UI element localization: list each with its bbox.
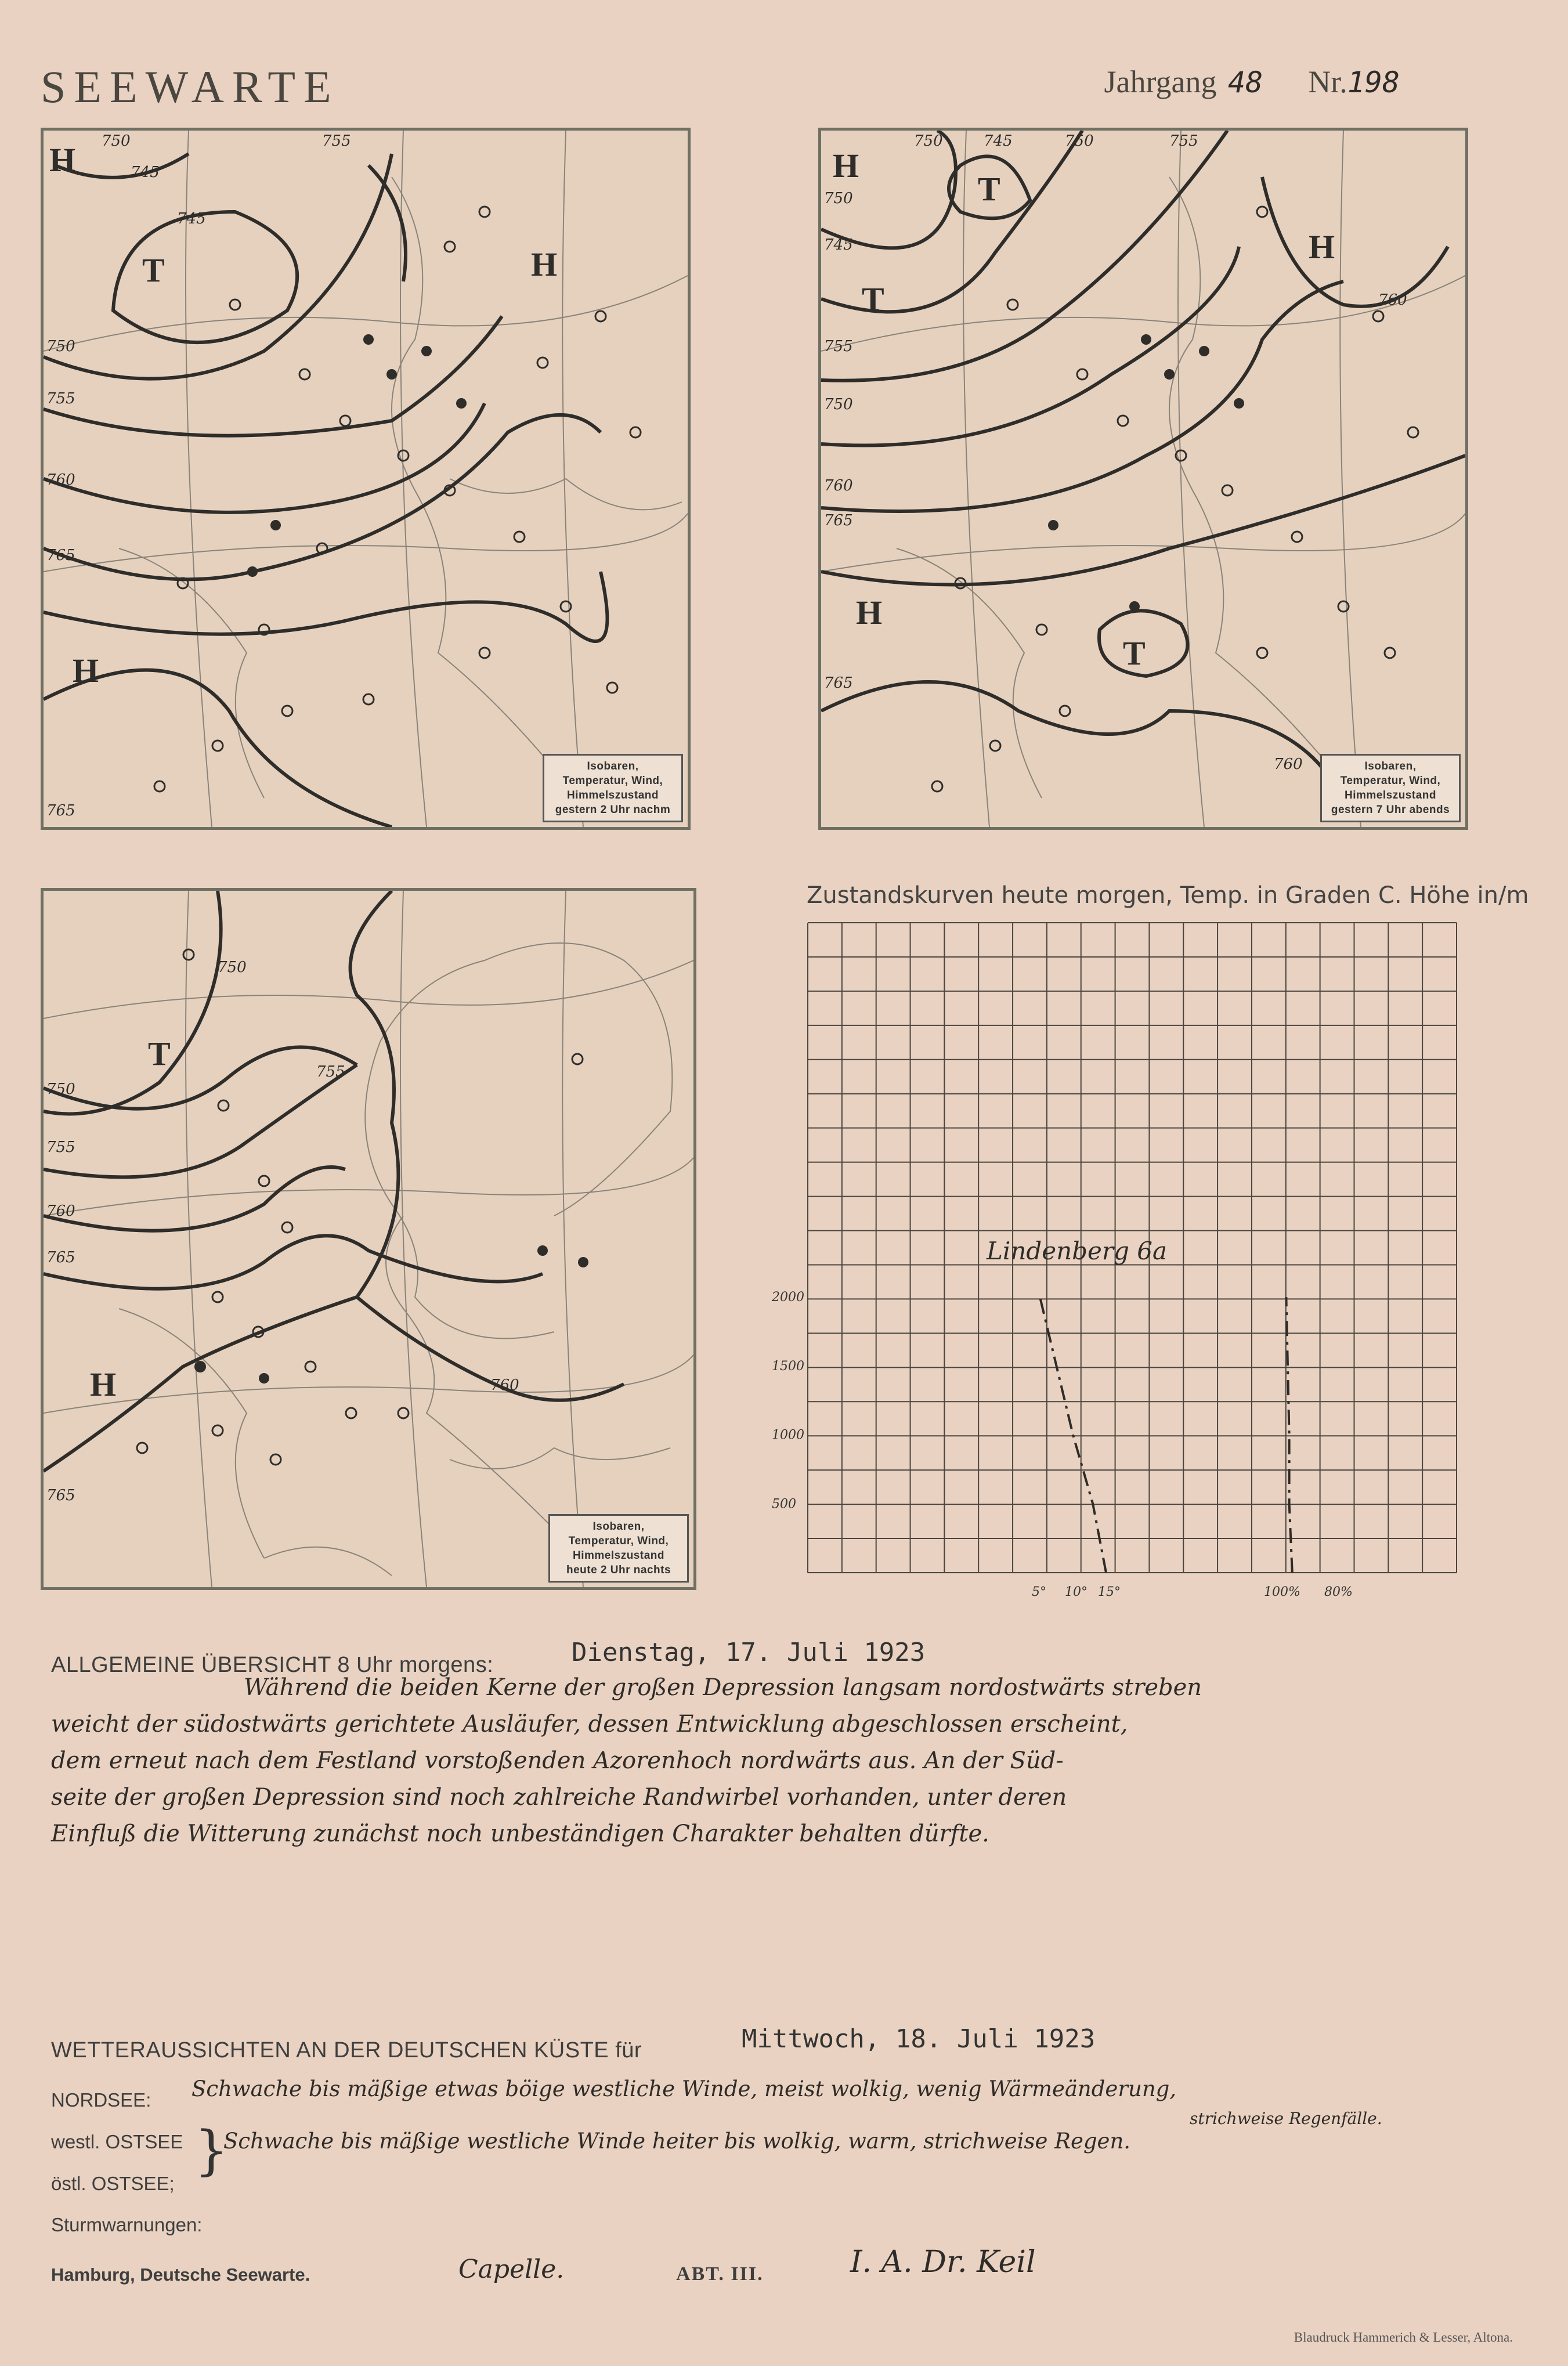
nordsee-forecast-note: strichweise Regenfälle.: [1190, 2109, 1382, 2128]
x-tick-label: 10°: [1065, 1585, 1088, 1599]
weather-map-today-2am: [41, 888, 696, 1590]
ostsee-forecast: Schwache bis mäßige westliche Winde heiter bis wolkig, warm, strichweise Regen.: [223, 2129, 1131, 2154]
high-pressure-mark: H: [73, 652, 99, 689]
state-curves-chart: [772, 905, 1497, 1637]
map-legend: Isobaren, Temperatur, Wind, Himmelszustand gestern 2 Uhr nachm: [543, 754, 683, 822]
isobar-label: 760: [46, 1202, 75, 1220]
isobar-label: 765: [46, 1249, 75, 1266]
isobar-label: 760: [46, 471, 75, 489]
masthead-title: SEEWARTE: [41, 62, 339, 112]
isobar-label: 750: [824, 190, 853, 207]
isobar-label: 755: [824, 338, 853, 355]
isobar-label: 750: [46, 1081, 75, 1098]
isobar-label: 760: [1378, 291, 1407, 309]
printer-imprint: Blaudruck Hammerich & Lesser, Altona.: [1294, 2330, 1513, 2345]
nordsee-label: NORDSEE:: [51, 2089, 151, 2111]
storm-warnings-label: Sturmwarnungen:: [51, 2214, 203, 2235]
isobar-label: 765: [824, 512, 853, 529]
isobar-label: 760: [824, 477, 853, 494]
high-pressure-mark: H: [856, 594, 883, 631]
low-pressure-mark: T: [862, 280, 884, 318]
overview-line: weicht der südostwärts gerichtete Ausläufer, dessen Entwicklung abgeschlossen erscheint,: [51, 1711, 1128, 1738]
isobar-label: 755: [1169, 132, 1198, 150]
signature-keil: I. A. Dr. Keil: [850, 2245, 1036, 2280]
overview-line: dem erneut nach dem Festland vorstoßenden Azorenhoch nordwärts aus. An der Süd-: [51, 1747, 1064, 1774]
humidity-curve: [1286, 1297, 1292, 1573]
high-pressure-mark: H: [1309, 228, 1335, 266]
overview-line: Einfluß die Witterung zunächst noch unbeständigen Charakter behalten dürfte.: [51, 1820, 989, 1847]
y-tick-label: 1500: [772, 1359, 804, 1374]
isobar-label: 760: [1274, 756, 1303, 773]
issue-number: 198: [1347, 66, 1400, 99]
ost-ostsee-label: östl. OSTSEE;: [51, 2173, 175, 2194]
isobar-label: 750: [914, 132, 943, 150]
high-pressure-mark: H: [90, 1366, 117, 1403]
x-tick-label: 100%: [1264, 1585, 1300, 1599]
isobar-label: 750: [1065, 132, 1094, 150]
low-pressure-mark: T: [1123, 634, 1146, 672]
low-pressure-mark: T: [978, 170, 1000, 208]
isobar-label: 765: [46, 802, 75, 819]
overview-line: Während die beiden Kerne der großen Depression langsam nordostwärts streben: [244, 1674, 1202, 1701]
isobar-label: 750: [102, 132, 131, 150]
low-pressure-mark: T: [142, 251, 165, 289]
station-label: Lindenberg 6a: [987, 1237, 1167, 1265]
nordsee-forecast: Schwache bis mäßige etwas böige westliche Winde, meist wolkig, wenig Wärmeänderung,: [192, 2076, 1177, 2101]
y-tick-label: 1000: [772, 1428, 804, 1443]
ostsee-brace: }: [194, 2119, 229, 2181]
isobar-label: 745: [131, 164, 160, 181]
forecast-date: Mittwoch, 18. Juli 1923: [742, 2024, 1096, 2054]
isobar-label: 750: [46, 338, 75, 355]
map-legend: Isobaren, Temperatur, Wind, Himmelszustand heute 2 Uhr nachts: [548, 1514, 689, 1583]
isobar-label: 760: [490, 1377, 519, 1394]
isobar-label: 755: [46, 390, 75, 407]
isobar-label: 755: [316, 1063, 345, 1081]
y-tick-label: 500: [772, 1497, 796, 1512]
y-tick-label: 2000: [772, 1290, 804, 1305]
high-pressure-mark: H: [531, 245, 558, 283]
isobar-label: 765: [46, 1487, 75, 1504]
issue-info: [1104, 64, 1400, 100]
low-pressure-mark: T: [148, 1035, 171, 1072]
weather-map-yesterday-2pm: [41, 128, 691, 830]
x-tick-label: 15°: [1098, 1585, 1121, 1599]
chart-title: Zustandskurven heute morgen, Temp. in Graden C. Höhe in/m: [807, 882, 1529, 909]
department-label: ABT. III.: [676, 2263, 764, 2285]
isobar-label: 745: [824, 236, 853, 254]
origin-line: Hamburg, Deutsche Seewarte.: [51, 2264, 310, 2285]
x-tick-label: 5°: [1032, 1585, 1046, 1599]
isobar-label: 745: [984, 132, 1013, 150]
isobar-label: 755: [322, 132, 351, 150]
jahrgang-number: 48: [1227, 66, 1263, 99]
overview-date: Dienstag, 17. Juli 1923: [572, 1638, 926, 1667]
x-tick-label: 80%: [1324, 1585, 1353, 1599]
overview-label: ALLGEMEINE ÜBERSICHT 8 Uhr morgens:: [51, 1653, 494, 1677]
isobar-label: 765: [46, 547, 75, 564]
map-legend: Isobaren, Temperatur, Wind, Himmelszustand gestern 7 Uhr abends: [1320, 754, 1461, 822]
temperature-curve: [1040, 1297, 1106, 1573]
west-ostsee-label: westl. OSTSEE: [51, 2131, 183, 2152]
isobar-label: 750: [824, 396, 853, 413]
nr-label: Nr.: [1308, 64, 1347, 99]
isobar-label: 755: [46, 1139, 75, 1156]
forecast-heading: WETTERAUSSICHTEN AN DER DEUTSCHEN KÜSTE für: [51, 2038, 642, 2062]
jahrgang-label: Jahrgang: [1104, 64, 1217, 99]
isobar-label: 750: [218, 959, 247, 976]
high-pressure-mark: H: [833, 147, 859, 185]
high-pressure-mark: H: [49, 141, 76, 179]
isobar-label: 765: [824, 674, 853, 692]
weather-map-yesterday-7pm: [818, 128, 1468, 830]
signature-capelle: Capelle.: [458, 2255, 565, 2284]
overview-line: seite der großen Depression sind noch zahlreiche Randwirbel vorhanden, unter deren: [51, 1784, 1067, 1811]
isobar-label: 745: [177, 210, 206, 227]
